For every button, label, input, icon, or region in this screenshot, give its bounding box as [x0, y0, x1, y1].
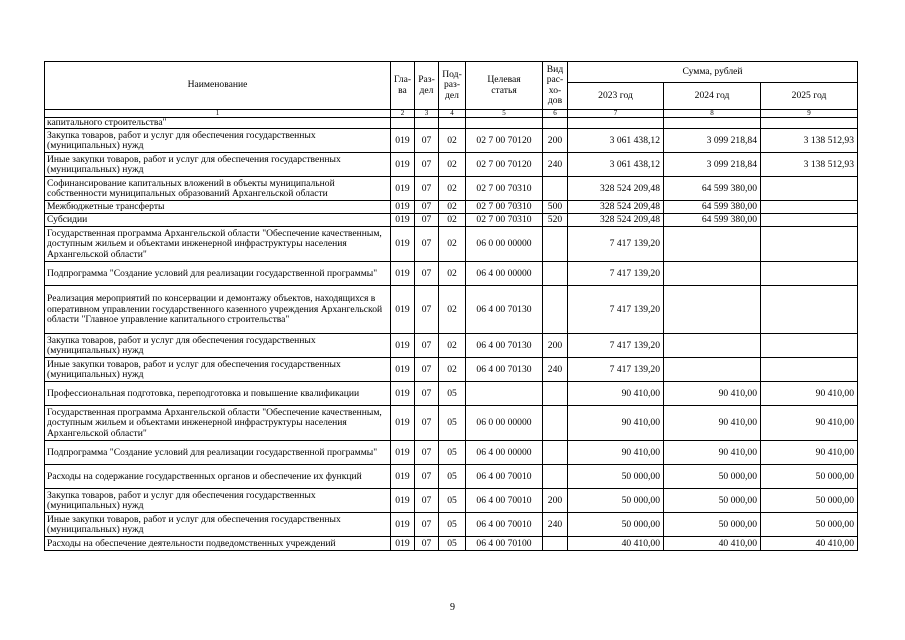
header-year-2023: 2023 год [568, 83, 664, 110]
table-row [45, 286, 858, 334]
row-name: Государственная программа Архангельской области "Обеспечение качественным, доступным жильем и объектами инженерной инфраструктуры населения Архангельской области" [45, 227, 391, 262]
row-podrazdel: 02 [439, 129, 466, 153]
row-name: капитального строительства" [45, 118, 391, 129]
row-sum-2024: 40 410,00 [664, 537, 761, 551]
table-row [45, 214, 858, 227]
row-vid-rashodov: 200 [543, 489, 568, 513]
row-celevaya-statya: 02 7 00 70120 [466, 153, 543, 177]
row-razdel: 07 [415, 334, 439, 358]
header-year-2024: 2024 год [664, 83, 761, 110]
row-sum-2024: 64 599 380,00 [664, 177, 761, 201]
row-glava [391, 118, 415, 129]
row-sum-2025: 90 410,00 [761, 406, 858, 441]
row-vid-rashodov: 520 [543, 214, 568, 227]
row-glava: 019 [391, 334, 415, 358]
table-row [45, 513, 858, 537]
row-glava: 019 [391, 153, 415, 177]
row-podrazdel: 05 [439, 406, 466, 441]
row-podrazdel: 02 [439, 201, 466, 214]
row-sum-2024: 50 000,00 [664, 465, 761, 489]
row-vid-rashodov [543, 537, 568, 551]
row-name: Подпрограмма "Создание условий для реализации государственной программы" [45, 262, 391, 286]
row-sum-2024 [664, 118, 761, 129]
row-razdel: 07 [415, 262, 439, 286]
row-razdel: 07 [415, 227, 439, 262]
row-glava: 019 [391, 406, 415, 441]
row-vid-rashodov: 240 [543, 153, 568, 177]
header-razdel: Раз- дел [415, 62, 439, 110]
row-sum-2023: 328 524 209,48 [568, 214, 664, 227]
row-sum-2024 [664, 262, 761, 286]
row-sum-2024 [664, 358, 761, 382]
row-sum-2025 [761, 118, 858, 129]
row-podrazdel: 05 [439, 489, 466, 513]
table-row [45, 489, 858, 513]
column-number-row [45, 110, 858, 118]
row-celevaya-statya: 06 4 00 70010 [466, 513, 543, 537]
row-sum-2025 [761, 262, 858, 286]
row-razdel: 07 [415, 201, 439, 214]
row-razdel: 07 [415, 214, 439, 227]
row-sum-2023: 90 410,00 [568, 441, 664, 465]
row-sum-2024: 90 410,00 [664, 406, 761, 441]
table-row [45, 153, 858, 177]
row-sum-2024 [664, 286, 761, 334]
row-glava: 019 [391, 489, 415, 513]
row-sum-2023: 50 000,00 [568, 489, 664, 513]
row-name: Закупка товаров, работ и услуг для обеспечения государственных (муниципальных) нужд [45, 334, 391, 358]
table-row [45, 358, 858, 382]
row-name: Профессиональная подготовка, переподготовка и повышение квалификации [45, 382, 391, 406]
row-name: Иные закупки товаров, работ и услуг для обеспечения государственных (муниципальных) нужд [45, 358, 391, 382]
column-number: 6 [543, 110, 568, 118]
row-sum-2023: 7 417 139,20 [568, 358, 664, 382]
table-row [45, 406, 858, 441]
row-sum-2025 [761, 286, 858, 334]
row-sum-2023 [568, 118, 664, 129]
row-sum-2024: 50 000,00 [664, 489, 761, 513]
row-celevaya-statya: 06 4 00 00000 [466, 262, 543, 286]
row-razdel: 07 [415, 129, 439, 153]
row-vid-rashodov: 200 [543, 334, 568, 358]
row-vid-rashodov: 200 [543, 129, 568, 153]
row-sum-2024 [664, 334, 761, 358]
row-celevaya-statya: 06 0 00 00000 [466, 406, 543, 441]
row-celevaya-statya [466, 382, 543, 406]
row-sum-2023: 7 417 139,20 [568, 262, 664, 286]
row-sum-2024: 3 099 218,84 [664, 153, 761, 177]
table-row [45, 465, 858, 489]
row-podrazdel: 02 [439, 286, 466, 334]
row-vid-rashodov [543, 286, 568, 334]
row-celevaya-statya: 06 4 00 70130 [466, 334, 543, 358]
row-glava: 019 [391, 177, 415, 201]
row-sum-2023: 7 417 139,20 [568, 334, 664, 358]
header-glava: Гла- ва [391, 62, 415, 110]
row-sum-2023: 7 417 139,20 [568, 286, 664, 334]
row-vid-rashodov [543, 118, 568, 129]
row-vid-rashodov [543, 382, 568, 406]
header-year-2025: 2025 год [761, 83, 858, 110]
table-row [45, 334, 858, 358]
row-name: Реализация мероприятий по консервации и демонтажу объектов, находящихся в оперативном управлении государственного казенного учреждения Архангельской области "Главное управление капитального строительства" [45, 286, 391, 334]
row-razdel: 07 [415, 513, 439, 537]
row-sum-2023: 328 524 209,48 [568, 177, 664, 201]
row-podrazdel: 02 [439, 177, 466, 201]
row-celevaya-statya: 06 4 00 70130 [466, 286, 543, 334]
row-vid-rashodov [543, 441, 568, 465]
table-row [45, 537, 858, 551]
row-sum-2025 [761, 177, 858, 201]
row-celevaya-statya: 02 7 00 70310 [466, 214, 543, 227]
row-sum-2023: 50 000,00 [568, 465, 664, 489]
header-celevaya-statya: Целевая статья [466, 62, 543, 110]
header-vid-rashodov: Вид рас- хо- дов [543, 62, 568, 110]
row-razdel: 07 [415, 406, 439, 441]
row-glava: 019 [391, 214, 415, 227]
table-row [45, 201, 858, 214]
page-number: 9 [450, 602, 455, 613]
row-sum-2025: 50 000,00 [761, 513, 858, 537]
table-row [45, 382, 858, 406]
row-glava: 019 [391, 286, 415, 334]
table-row [45, 262, 858, 286]
row-sum-2025 [761, 358, 858, 382]
row-sum-2023: 90 410,00 [568, 406, 664, 441]
row-name: Субсидии [45, 214, 391, 227]
row-celevaya-statya: 06 4 00 00000 [466, 441, 543, 465]
column-number: 9 [761, 110, 858, 118]
column-number: 2 [391, 110, 415, 118]
row-sum-2024: 90 410,00 [664, 382, 761, 406]
column-number: 3 [415, 110, 439, 118]
header-summa: Сумма, рублей [568, 62, 858, 83]
row-podrazdel: 05 [439, 465, 466, 489]
row-sum-2024: 64 599 380,00 [664, 201, 761, 214]
row-sum-2025: 3 138 512,93 [761, 129, 858, 153]
row-glava: 019 [391, 227, 415, 262]
row-podrazdel: 05 [439, 513, 466, 537]
row-razdel: 07 [415, 489, 439, 513]
row-sum-2025 [761, 214, 858, 227]
column-number: 8 [664, 110, 761, 118]
row-sum-2024 [664, 227, 761, 262]
row-razdel: 07 [415, 537, 439, 551]
row-name: Подпрограмма "Создание условий для реализации государственной программы" [45, 441, 391, 465]
row-name: Расходы на содержание государственных органов и обеспечение их функций [45, 465, 391, 489]
row-sum-2024: 3 099 218,84 [664, 129, 761, 153]
table-row [45, 177, 858, 201]
row-glava: 019 [391, 358, 415, 382]
row-sum-2025: 40 410,00 [761, 537, 858, 551]
row-name: Государственная программа Архангельской области "Обеспечение качественным, доступным жильем и объектами инженерной инфраструктуры населения Архангельской области" [45, 406, 391, 441]
row-sum-2025: 90 410,00 [761, 441, 858, 465]
row-glava: 019 [391, 465, 415, 489]
row-name: Софинансирование капитальных вложений в объекты муниципальной собственности муниципальных образований Архангельской области [45, 177, 391, 201]
row-razdel: 07 [415, 441, 439, 465]
row-sum-2025: 50 000,00 [761, 489, 858, 513]
row-razdel: 07 [415, 286, 439, 334]
row-razdel: 07 [415, 153, 439, 177]
row-podrazdel: 02 [439, 214, 466, 227]
row-sum-2025: 3 138 512,93 [761, 153, 858, 177]
row-glava: 019 [391, 382, 415, 406]
row-podrazdel: 02 [439, 153, 466, 177]
row-sum-2023: 3 061 438,12 [568, 153, 664, 177]
row-sum-2025 [761, 334, 858, 358]
row-razdel: 07 [415, 465, 439, 489]
header-podrazdel: Под- раз- дел [439, 62, 466, 110]
row-sum-2024: 90 410,00 [664, 441, 761, 465]
row-razdel: 07 [415, 177, 439, 201]
column-number: 7 [568, 110, 664, 118]
row-vid-rashodov [543, 465, 568, 489]
row-celevaya-statya: 02 7 00 70310 [466, 201, 543, 214]
row-podrazdel [439, 118, 466, 129]
table-body [45, 118, 858, 551]
row-sum-2023: 3 061 438,12 [568, 129, 664, 153]
row-sum-2023: 328 524 209,48 [568, 201, 664, 214]
header-name: Наименование [45, 62, 391, 110]
row-celevaya-statya: 06 4 00 70100 [466, 537, 543, 551]
row-vid-rashodov [543, 406, 568, 441]
row-sum-2025 [761, 201, 858, 214]
row-name: Закупка товаров, работ и услуг для обеспечения государственных (муниципальных) нужд [45, 129, 391, 153]
row-name: Иные закупки товаров, работ и услуг для обеспечения государственных (муниципальных) нужд [45, 153, 391, 177]
row-vid-rashodov [543, 177, 568, 201]
column-number: 5 [466, 110, 543, 118]
column-number: 4 [439, 110, 466, 118]
row-sum-2023: 90 410,00 [568, 382, 664, 406]
row-celevaya-statya: 06 4 00 70010 [466, 465, 543, 489]
row-razdel: 07 [415, 358, 439, 382]
row-name: Расходы на обеспечение деятельности подведомственных учреждений [45, 537, 391, 551]
row-podrazdel: 05 [439, 537, 466, 551]
row-sum-2025 [761, 227, 858, 262]
row-podrazdel: 02 [439, 334, 466, 358]
row-sum-2023: 40 410,00 [568, 537, 664, 551]
row-sum-2025: 50 000,00 [761, 465, 858, 489]
row-glava: 019 [391, 537, 415, 551]
row-celevaya-statya: 02 7 00 70310 [466, 177, 543, 201]
row-sum-2024: 64 599 380,00 [664, 214, 761, 227]
row-vid-rashodov: 240 [543, 513, 568, 537]
row-podrazdel: 02 [439, 358, 466, 382]
table-row [45, 129, 858, 153]
row-podrazdel: 05 [439, 441, 466, 465]
row-sum-2025: 90 410,00 [761, 382, 858, 406]
column-number: 1 [45, 110, 391, 118]
row-glava: 019 [391, 441, 415, 465]
row-name: Закупка товаров, работ и услуг для обеспечения государственных (муниципальных) нужд [45, 489, 391, 513]
row-sum-2024: 50 000,00 [664, 513, 761, 537]
row-glava: 019 [391, 201, 415, 214]
table-row [45, 227, 858, 262]
row-podrazdel: 02 [439, 262, 466, 286]
row-sum-2023: 50 000,00 [568, 513, 664, 537]
row-glava: 019 [391, 262, 415, 286]
table-row [45, 118, 858, 129]
row-glava: 019 [391, 513, 415, 537]
budget-table [44, 61, 858, 551]
row-celevaya-statya: 06 4 00 70010 [466, 489, 543, 513]
row-glava: 019 [391, 129, 415, 153]
row-celevaya-statya: 06 0 00 00000 [466, 227, 543, 262]
row-vid-rashodov: 240 [543, 358, 568, 382]
row-celevaya-statya: 06 4 00 70130 [466, 358, 543, 382]
row-podrazdel: 02 [439, 227, 466, 262]
row-razdel [415, 118, 439, 129]
row-razdel: 07 [415, 382, 439, 406]
table-row [45, 441, 858, 465]
row-vid-rashodov [543, 227, 568, 262]
row-vid-rashodov: 500 [543, 201, 568, 214]
row-celevaya-statya [466, 118, 543, 129]
row-sum-2023: 7 417 139,20 [568, 227, 664, 262]
row-name: Иные закупки товаров, работ и услуг для обеспечения государственных (муниципальных) нужд [45, 513, 391, 537]
row-celevaya-statya: 02 7 00 70120 [466, 129, 543, 153]
row-podrazdel: 05 [439, 382, 466, 406]
row-vid-rashodov [543, 262, 568, 286]
row-name: Межбюджетные трансферты [45, 201, 391, 214]
